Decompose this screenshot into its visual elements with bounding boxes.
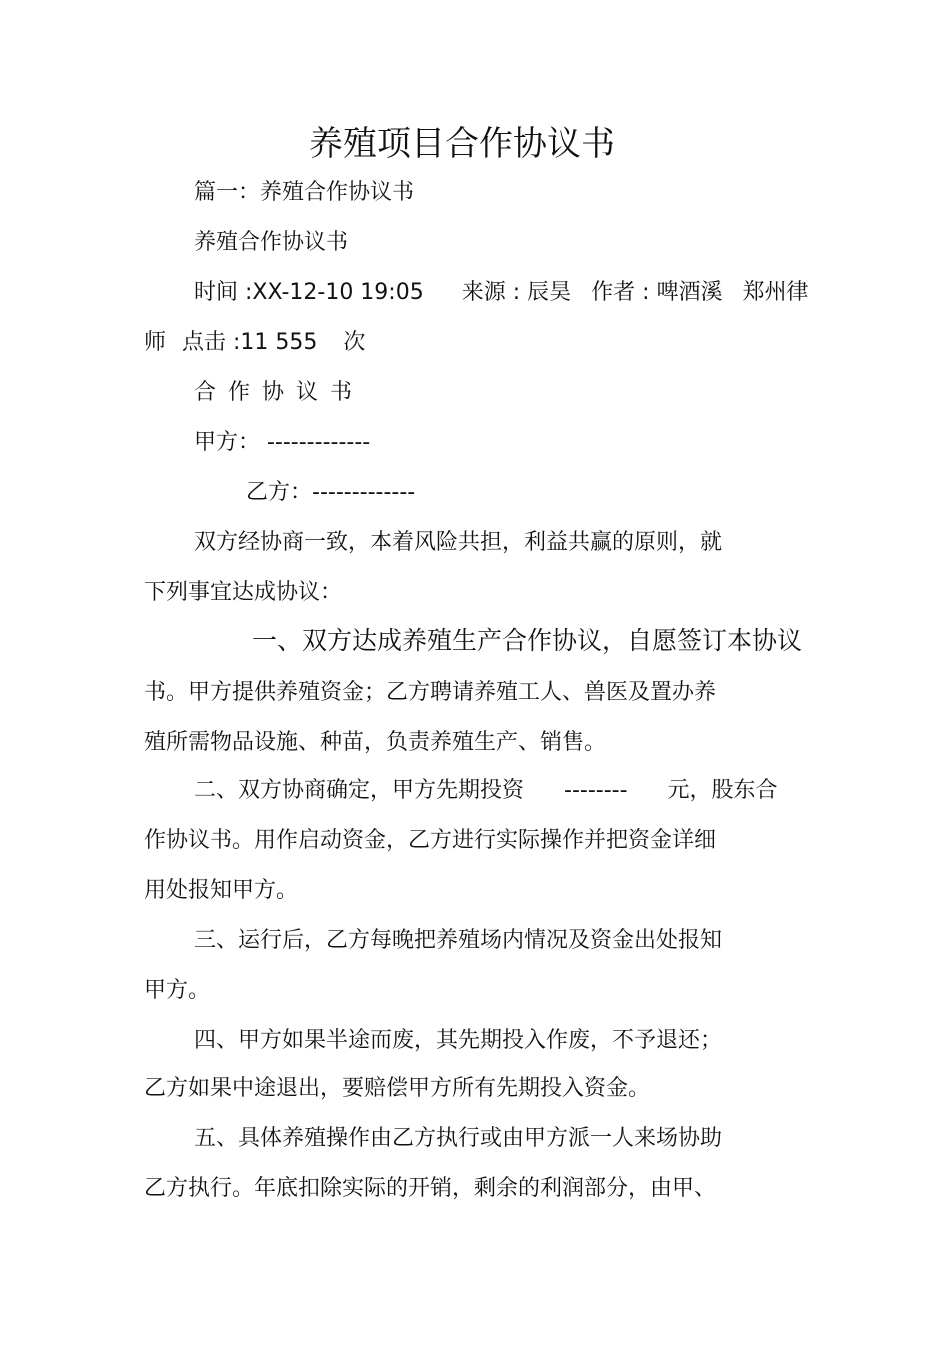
meta-clicks-unit: 次 — [343, 330, 366, 355]
party-b: 乙方：------------- — [246, 480, 416, 505]
clause2-line-1 — [194, 776, 778, 806]
clause2-line-2: 作协议书。用作启动资金，乙方进行实际操作并把资金详细 — [144, 828, 717, 853]
clause2-line-3: 用处报知甲方。 — [144, 878, 299, 903]
clause4-line-1: 四、甲方如果半途而废，其先期投入作废，不予退还； — [194, 1028, 723, 1053]
party-a: 甲方： ------------- — [194, 430, 371, 455]
clause3-line-2: 甲方。 — [144, 978, 211, 1003]
meta-author: 作者 : 啤酒溪 — [591, 280, 723, 305]
meta-lawyer: 郑州律 — [742, 280, 809, 305]
meta-lawyer-cont: 师 — [144, 330, 167, 355]
meta-line-2 — [144, 328, 365, 358]
clause1-line-1: 一、双方达成养殖生产合作协议，自愿签订本协议 — [252, 626, 803, 655]
clause2-part2: 元，股东合 — [667, 778, 778, 803]
clause1-line-2: 书。甲方提供养殖资金；乙方聘请养殖工人、兽医及置办养 — [144, 680, 717, 705]
clause4-line-2: 乙方如果中途退出，要赔偿甲方所有先期投入资金。 — [144, 1076, 651, 1101]
meta-time: 时间 :XX-12-10 19:05 — [194, 280, 424, 305]
meta-source: 来源 : 辰昊 — [461, 280, 572, 305]
clause3-line-1: 三、运行后，乙方每晚把养殖场内情况及资金出处报知 — [194, 928, 723, 953]
clause5-line-2: 乙方执行。年底扣除实际的开销，剩余的利润部分，由甲、 — [144, 1176, 717, 1201]
agreement-heading: 合作协议书 — [194, 380, 365, 405]
clause5-line-1: 五、具体养殖操作由乙方执行或由甲方派一人来场协助 — [194, 1126, 723, 1151]
intro-line-1: 双方经协商一致，本着风险共担，利益共赢的原则，就 — [194, 530, 723, 555]
clause1-line-3: 殖所需物品设施、种苗，负责养殖生产、销售。 — [144, 730, 607, 755]
heading-2: 养殖合作协议书 — [194, 230, 349, 255]
document-title: 养殖项目合作协议书 — [309, 124, 615, 164]
meta-clicks: 点击 :11 555 — [182, 330, 318, 355]
sub-heading: 篇一：养殖合作协议书 — [194, 180, 415, 205]
intro-line-2: 下列事宜达成协议： — [144, 580, 343, 605]
meta-line — [194, 278, 809, 308]
clause2-part1: 二、双方协商确定，甲方先期投资 — [194, 778, 525, 803]
clause2-blank: -------- — [564, 778, 628, 803]
